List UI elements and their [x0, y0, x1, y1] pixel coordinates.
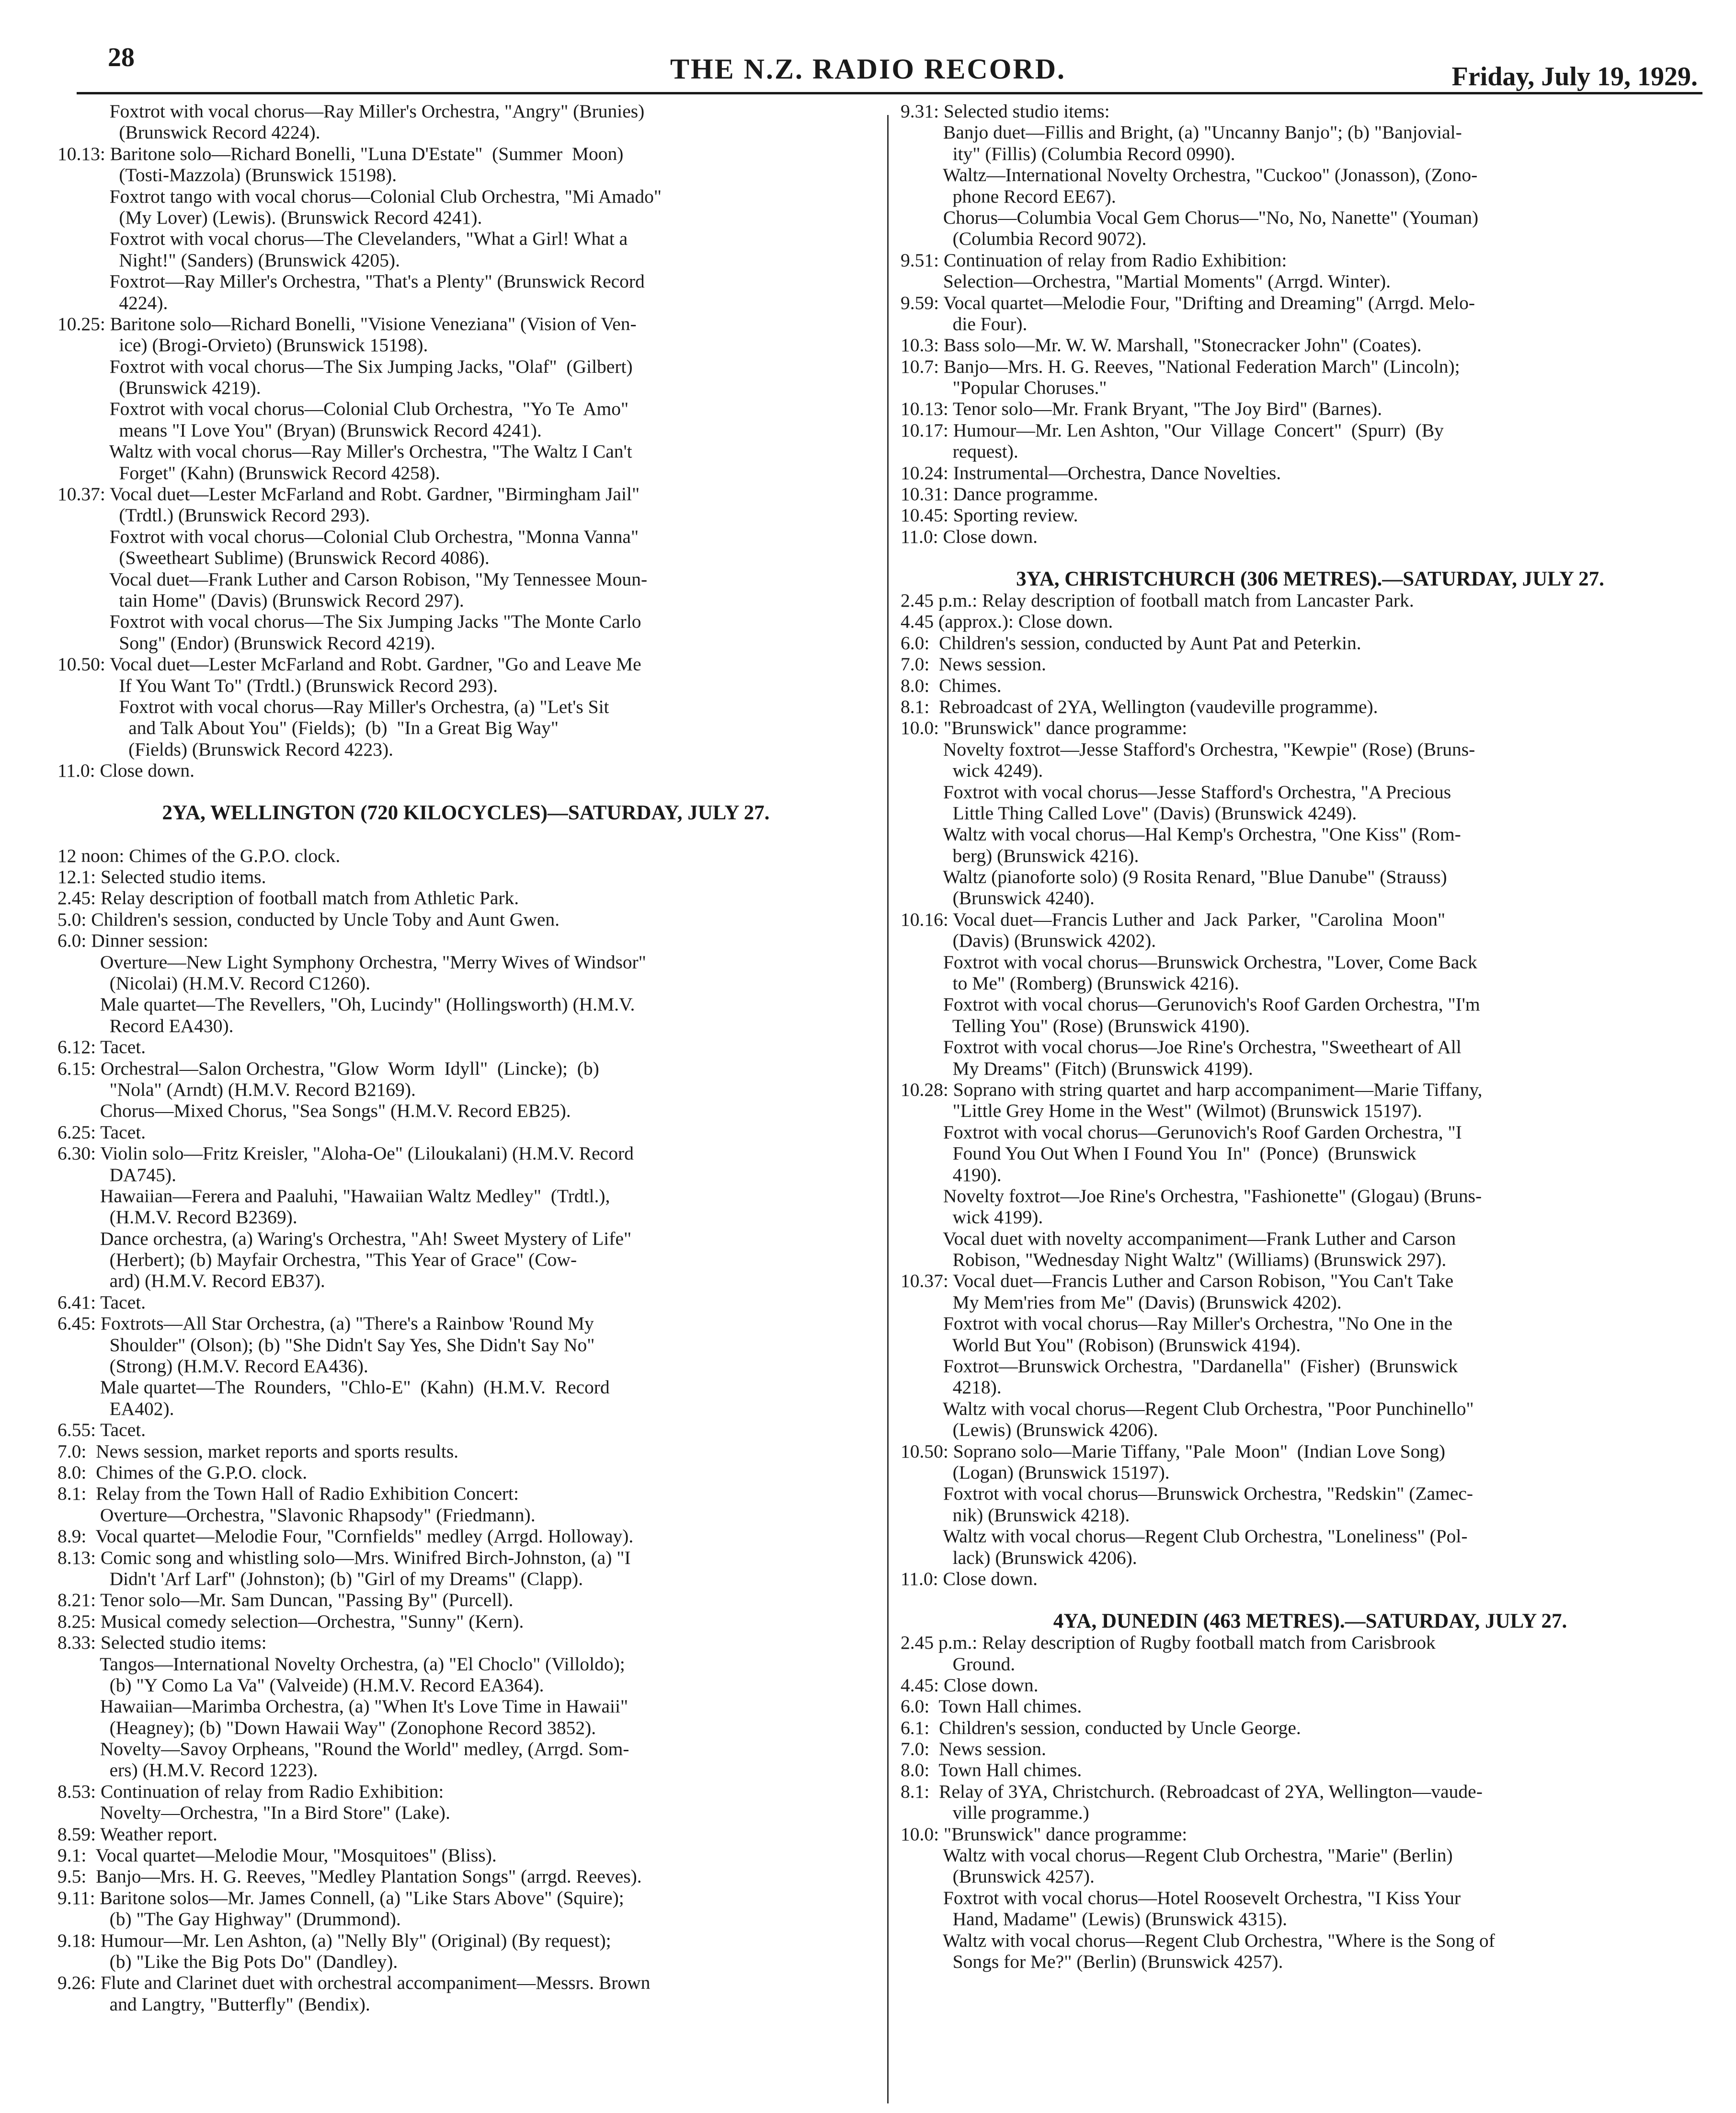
programme-line: lack) (Brunswick 4206). [901, 1547, 1137, 1568]
programme-line: 6.0: Town Hall chimes. [901, 1696, 1082, 1717]
programme-line: Foxtrot with vocal chorus—The Six Jumping Jacks, "Olaf" (Gilbert) [57, 356, 633, 377]
station-heading: 3YA, CHRISTCHURCH (306 METRES).—SATURDAY, JULY 27. [1016, 567, 1604, 590]
programme-line: (Strong) (H.M.V. Record EA436). [57, 1355, 368, 1377]
column-divider [887, 115, 889, 2103]
programme-line: Foxtrot with vocal chorus—Hotel Roosevelt Orchestra, "I Kiss Your [901, 1887, 1461, 1908]
programme-line: (b) "Y Como La Va" (Valveide) (H.M.V. Record EA364). [57, 1674, 544, 1696]
programme-line: Waltz—International Novelty Orchestra, "Cuckoo" (Jonasson), (Zono- [901, 164, 1478, 186]
programme-line: 4218). [901, 1377, 1002, 1398]
programme-line: Didn't 'Arf Larf" (Johnston); (b) "Girl of my Dreams" (Clapp). [57, 1568, 583, 1589]
programme-line: 8.13: Comic song and whistling solo—Mrs. Winifred Birch-Johnston, (a) "I [57, 1547, 631, 1568]
programme-line: Novelty—Orchestra, "In a Bird Store" (Lake). [57, 1802, 450, 1824]
programme-line: Dance orchestra, (a) Waring's Orchestra, "Ah! Sweet Mystery of Life" [57, 1228, 632, 1249]
programme-line: Waltz (pianoforte solo) (9 Rosita Renard, "Blue Danube" (Strauss) [901, 866, 1447, 888]
programme-line: Foxtrot with vocal chorus—Gerunovich's Roof Garden Orchestra, "I [901, 1121, 1462, 1143]
programme-line: Vocal duet with novelty accompaniment—Frank Luther and Carson [901, 1228, 1456, 1249]
programme-line: and Langtry, "Butterfly" (Bendix). [57, 1993, 370, 2015]
programme-line: 6.25: Tacet. [57, 1121, 146, 1143]
programme-line: Foxtrot—Ray Miller's Orchestra, "That's a Plenty" (Brunswick Record [57, 271, 645, 292]
left-column [57, 101, 874, 2015]
programme-line: Waltz with vocal chorus—Regent Club Orchestra, "Marie" (Berlin) [901, 1845, 1453, 1866]
programme-line: "Little Grey Home in the West" (Wilmot) (Brunswick 15197). [901, 1100, 1422, 1122]
programme-line: Foxtrot with vocal chorus—Colonial Club Orchestra, "Yo Te Amo" [57, 398, 629, 420]
programme-line: Foxtrot tango with vocal chorus—Colonial Club Orchestra, "Mi Amado" [57, 185, 662, 207]
programme-line: Novelty foxtrot—Joe Rine's Orchestra, "Fashionette" (Glogau) (Bruns- [901, 1185, 1482, 1206]
programme-line: (Columbia Record 9072). [901, 228, 1147, 250]
programme-line: 10.17: Humour—Mr. Len Ashton, "Our Village Concert" (Spurr) (By [901, 419, 1444, 441]
programme-line: Chorus—Columbia Vocal Gem Chorus—"No, No, Nanette" (Youman) [901, 207, 1479, 228]
spacer [901, 547, 1720, 568]
programme-line: 10.25: Baritone solo—Richard Bonelli, "Visione Veneziana" (Vision of Ven- [57, 313, 637, 334]
programme-line: (Brunswick 4219). [57, 377, 261, 399]
programme-line: 9.31: Selected studio items: [901, 101, 1110, 122]
programme-line: 6.55: Tacet. [57, 1419, 146, 1441]
programme-line: 2.45 p.m.: Relay description of Rugby football match from Carisbrook [901, 1632, 1436, 1654]
programme-line: (b) "Like the Big Pots Do" (Dandley). [57, 1951, 398, 1972]
programme-line: Hawaiian—Ferera and Paaluhi, "Hawaiian Waltz Medley" (Trdtl.), [57, 1185, 610, 1206]
programme-line: 7.0: News session. [901, 654, 1046, 675]
programme-line: 8.33: Selected studio items: [57, 1632, 267, 1654]
programme-line: Songs for Me?" (Berlin) (Brunswick 4257). [901, 1951, 1283, 1972]
programme-line: (b) "The Gay Highway" (Drummond). [57, 1908, 401, 1930]
programme-line: 9.51: Continuation of relay from Radio Exhibition: [901, 249, 1287, 271]
programme-line: 11.0: Close down. [57, 760, 195, 781]
publication-title: THE N.Z. RADIO RECORD. [670, 53, 1066, 85]
programme-line: 8.21: Tenor solo—Mr. Sam Duncan, "Passing By" (Purcell). [57, 1589, 514, 1611]
programme-line: 8.0: Chimes of the G.P.O. clock. [57, 1462, 308, 1483]
programme-line: ity" (Fillis) (Columbia Record 0990). [901, 143, 1235, 164]
programme-line: 8.1: Rebroadcast of 2YA, Wellington (vaudeville programme). [901, 696, 1378, 717]
programme-line: 6.0: Children's session, conducted by Aunt Pat and Peterkin. [901, 632, 1361, 654]
programme-line: 5.0: Children's session, conducted by Uncle Toby and Aunt Gwen. [57, 908, 560, 930]
programme-line: and Talk About You" (Fields); (b) "In a Great Big Way" [57, 717, 559, 739]
programme-line: 12.1: Selected studio items. [57, 866, 266, 888]
programme-line: Ground. [901, 1653, 1016, 1675]
programme-line: (Davis) (Brunswick 4202). [901, 930, 1156, 952]
programme-line: Tangos—International Novelty Orchestra, (a) "El Choclo" (Villoldo); [57, 1653, 625, 1675]
programme-line: 6.41: Tacet. [57, 1291, 146, 1313]
masthead [0, 0, 1736, 96]
programme-line: phone Record EE67). [901, 185, 1116, 207]
programme-line: Foxtrot with vocal chorus—Brunswick Orchestra, "Redskin" (Zamec- [901, 1483, 1473, 1504]
programme-line: (Logan) (Brunswick 15197). [901, 1462, 1170, 1483]
programme-line: (Fields) (Brunswick Record 4223). [57, 738, 394, 760]
programme-line: 10.50: Soprano solo—Marie Tiffany, "Pale Moon" (Indian Love Song) [901, 1440, 1446, 1462]
programme-line: 4.45: Close down. [901, 1674, 1039, 1696]
programme-line: Novelty foxtrot—Jesse Stafford's Orchestra, "Kewpie" (Rose) (Bruns- [901, 738, 1475, 760]
programme-line: (Brunswick 4240). [901, 887, 1095, 909]
programme-line: Waltz with vocal chorus—Hal Kemp's Orchestra, "One Kiss" (Rom- [901, 824, 1461, 845]
programme-line: Foxtrot with vocal chorus—Colonial Club Orchestra, "Monna Vanna" [57, 526, 639, 547]
programme-line: 10.13: Baritone solo—Richard Bonelli, "Luna D'Estate" (Summer Moon) [57, 143, 624, 164]
programme-line: Foxtrot with vocal chorus—Ray Miller's Orchestra, "Angry" (Brunies) [57, 101, 645, 122]
programme-line: Robison, "Wednesday Night Waltz" (Williams) (Brunswick 297). [901, 1249, 1447, 1271]
programme-line: to Me" (Romberg) (Brunswick 4216). [901, 973, 1239, 994]
masthead-rule [77, 92, 1702, 94]
programme-line: 10.7: Banjo—Mrs. H. G. Reeves, "National Federation March" (Lincoln); [901, 356, 1460, 377]
programme-line: 10.3: Bass solo—Mr. W. W. Marshall, "Stonecracker John" (Coates). [901, 334, 1422, 356]
programme-line: Foxtrot with vocal chorus—Joe Rine's Orchestra, "Sweetheart of All [901, 1036, 1462, 1058]
programme-line: Little Thing Called Love" (Davis) (Brunswick 4249). [901, 802, 1357, 824]
programme-line: 10.28: Soprano with string quartet and harp accompaniment—Marie Tiffany, [901, 1079, 1483, 1100]
programme-line: 2.45 p.m.: Relay description of football match from Lancaster Park. [901, 589, 1414, 611]
programme-line: 9.18: Humour—Mr. Len Ashton, (a) "Nelly Bly" (Original) (By request); [57, 1929, 611, 1951]
spacer [901, 1589, 1720, 1610]
programme-line: (Tosti-Mazzola) (Brunswick 15198). [57, 164, 397, 186]
page-number: 28 [108, 43, 135, 72]
programme-line: (Nicolai) (H.M.V. Record C1260). [57, 973, 371, 994]
programme-line: Record EA430). [57, 1015, 234, 1036]
programme-line: Novelty—Savoy Orpheans, "Round the World" medley, (Arrgd. Som- [57, 1738, 629, 1760]
programme-line: 10.45: Sporting review. [901, 505, 1078, 526]
programme-line: 8.0: Town Hall chimes. [901, 1759, 1082, 1781]
spacer [57, 824, 874, 845]
programme-line: (Heagney); (b) "Down Hawaii Way" (Zonophone Record 3852). [57, 1717, 596, 1738]
station-heading: 2YA, WELLINGTON (720 KILOCYCLES)—SATURDAY, JULY 27. [162, 801, 770, 824]
programme-line: Vocal duet—Frank Luther and Carson Robison, "My Tennessee Moun- [57, 568, 648, 590]
programme-line: (My Lover) (Lewis). (Brunswick Record 4241). [57, 207, 482, 228]
programme-line: 9.26: Flute and Clarinet duet with orchestral accompaniment—Messrs. Brown [57, 1972, 651, 1994]
programme-line: 10.37: Vocal duet—Lester McFarland and Robt. Gardner, "Birmingham Jail" [57, 483, 640, 505]
programme-line: 6.45: Foxtrots—All Star Orchestra, (a) "There's a Rainbow 'Round My [57, 1313, 594, 1334]
programme-line: (Herbert); (b) Mayfair Orchestra, "This Year of Grace" (Cow- [57, 1249, 577, 1271]
programme-line: 8.25: Musical comedy selection—Orchestra, "Sunny" (Kern). [57, 1610, 524, 1632]
programme-line: Telling You" (Rose) (Brunswick 4190). [901, 1015, 1250, 1036]
programme-line: (Sweetheart Sublime) (Brunswick Record 4086). [57, 547, 490, 569]
programme-line: 12 noon: Chimes of the G.P.O. clock. [57, 845, 341, 866]
programme-line: Foxtrot with vocal chorus—Brunswick Orchestra, "Lover, Come Back [901, 951, 1477, 973]
programme-line: Foxtrot with vocal chorus—Ray Miller's Orchestra, (a) "Let's Sit [57, 696, 609, 717]
programme-line: 6.12: Tacet. [57, 1036, 146, 1058]
programme-line: Song" (Endor) (Brunswick Record 4219). [57, 632, 435, 654]
station-heading: 4YA, DUNEDIN (463 METRES).—SATURDAY, JULY 27. [1053, 1609, 1567, 1632]
programme-line: Waltz with vocal chorus—Ray Miller's Orchestra, "The Waltz I Can't [57, 441, 632, 462]
programme-line: request). [901, 441, 1018, 462]
programme-line: 4190). [901, 1164, 1002, 1185]
programme-line: My Dreams" (Fitch) (Brunswick 4199). [901, 1057, 1253, 1079]
programme-line: 10.31: Dance programme. [901, 483, 1098, 505]
programme-line: 2.45: Relay description of football match from Athletic Park. [57, 887, 519, 909]
programme-line: Foxtrot—Brunswick Orchestra, "Dardanella" (Fisher) (Brunswick [901, 1355, 1458, 1377]
programme-line: 8.53: Continuation of relay from Radio Exhibition: [57, 1780, 444, 1802]
programme-line: 10.13: Tenor solo—Mr. Frank Bryant, "The Joy Bird" (Barnes). [901, 398, 1382, 420]
programme-line: 4.45 (approx.): Close down. [901, 611, 1113, 632]
programme-line: wick 4249). [901, 760, 1043, 781]
programme-line: (Lewis) (Brunswick 4206). [901, 1419, 1158, 1441]
programme-line: 10.24: Instrumental—Orchestra, Dance Novelties. [901, 462, 1281, 483]
programme-line: 8.0: Chimes. [901, 675, 1002, 696]
programme-line: Overture—Orchestra, "Slavonic Rhapsody" (Friedmann). [57, 1504, 536, 1526]
programme-line: EA402). [57, 1398, 174, 1419]
programme-line: "Nola" (Arndt) (H.M.V. Record B2169). [57, 1079, 416, 1100]
programme-line: Forget" (Kahn) (Brunswick Record 4258). [57, 462, 440, 483]
programme-line: Waltz with vocal chorus—Regent Club Orchestra, "Poor Punchinello" [901, 1398, 1474, 1419]
programme-line: (H.M.V. Record B2369). [57, 1206, 297, 1228]
programme-line: 9.1: Vocal quartet—Melodie Mour, "Mosquitoes" (Bliss). [57, 1845, 497, 1866]
issue-date: Friday, July 19, 1929. [1451, 62, 1698, 92]
programme-line: 9.11: Baritone solos—Mr. James Connell, (a) "Like Stars Above" (Squire); [57, 1887, 624, 1908]
programme-line: Banjo duet—Fillis and Bright, (a) "Uncanny Banjo"; (b) "Banjovial- [901, 122, 1462, 143]
programme-line: World But You" (Robison) (Brunswick 4194). [901, 1334, 1301, 1355]
programme-line: Foxtrot with vocal chorus—The Six Jumping Jacks "The Monte Carlo [57, 611, 641, 632]
programme-line: If You Want To" (Trdtl.) (Brunswick Record 293). [57, 675, 498, 696]
programme-line: Hawaiian—Marimba Orchestra, (a) "When It's Love Time in Hawaii" [57, 1696, 628, 1717]
programme-line: ice) (Brogi-Orvieto) (Brunswick 15198). [57, 334, 428, 356]
programme-line: Night!" (Sanders) (Brunswick 4205). [57, 249, 400, 271]
programme-line: 7.0: News session, market reports and sports results. [57, 1440, 459, 1462]
programme-line: Hand, Madame" (Lewis) (Brunswick 4315). [901, 1908, 1288, 1930]
programme-line: Chorus—Mixed Chorus, "Sea Songs" (H.M.V. Record EB25). [57, 1100, 571, 1122]
programme-line: DA745). [57, 1164, 176, 1185]
programme-line: 10.50: Vocal duet—Lester McFarland and Robt. Gardner, "Go and Leave Me [57, 654, 641, 675]
programme-line: 10.37: Vocal duet—Francis Luther and Carson Robison, "You Can't Take [901, 1270, 1454, 1292]
programme-line: wick 4199). [901, 1206, 1043, 1228]
programme-line: 8.1: Relay of 3YA, Christchurch. (Rebroadcast of 2YA, Wellington—vaude- [901, 1780, 1483, 1802]
programme-line: 10.0: "Brunswick" dance programme: [901, 1823, 1188, 1845]
programme-line: 9.5: Banjo—Mrs. H. G. Reeves, "Medley Plantation Songs" (arrgd. Reeves). [57, 1866, 642, 1887]
programme-line: "Popular Choruses." [901, 377, 1107, 399]
programme-line: Selection—Orchestra, "Martial Moments" (Arrgd. Winter). [901, 271, 1391, 292]
programme-line: 8.1: Relay from the Town Hall of Radio Exhibition Concert: [57, 1483, 519, 1504]
programme-line: Foxtrot with vocal chorus—Jesse Stafford's Orchestra, "A Precious [901, 781, 1451, 803]
programme-line: 6.30: Violin solo—Fritz Kreisler, "Aloha-Oe" (Liloukalani) (H.M.V. Record [57, 1143, 634, 1164]
programme-line: nik) (Brunswick 4218). [901, 1504, 1130, 1526]
programme-line: (Brunswick 4257). [901, 1866, 1095, 1887]
programme-line: berg) (Brunswick 4216). [901, 845, 1139, 866]
spacer [57, 781, 874, 803]
programme-line: Shoulder" (Olson); (b) "She Didn't Say Yes, She Didn't Say No" [57, 1334, 595, 1355]
programme-line: ers) (H.M.V. Record 1223). [57, 1759, 318, 1781]
programme-line: means "I Love You" (Bryan) (Brunswick Record 4241). [57, 419, 542, 441]
programme-line: ard) (H.M.V. Record EB37). [57, 1270, 325, 1292]
programme-line: Waltz with vocal chorus—Regent Club Orchestra, "Loneliness" (Pol- [901, 1526, 1468, 1547]
programme-line: Male quartet—The Revellers, "Oh, Lucindy" (Hollingsworth) (H.M.V. [57, 994, 635, 1015]
programme-line: (Trdtl.) (Brunswick Record 293). [57, 505, 370, 526]
programme-line: Waltz with vocal chorus—Regent Club Orchestra, "Where is the Song of [901, 1929, 1495, 1951]
programme-line: Foxtrot with vocal chorus—The Clevelanders, "What a Girl! What a [57, 228, 628, 250]
programme-line: (Brunswick Record 4224). [57, 122, 320, 143]
programme-line: My Mem'ries from Me" (Davis) (Brunswick 4202). [901, 1291, 1342, 1313]
programme-line: 11.0: Close down. [901, 1568, 1038, 1589]
programme-line: 10.0: "Brunswick" dance programme: [901, 717, 1188, 739]
programme-line: Overture—New Light Symphony Orchestra, "Merry Wives of Windsor" [57, 951, 646, 973]
programme-line: 6.1: Children's session, conducted by Uncle George. [901, 1717, 1301, 1738]
programme-line: 10.16: Vocal duet—Francis Luther and Jack Parker, "Carolina Moon" [901, 908, 1446, 930]
programme-line: 9.59: Vocal quartet—Melodie Four, "Drifting and Dreaming" (Arrgd. Melo- [901, 292, 1475, 313]
programme-line: tain Home" (Davis) (Brunswick Record 297). [57, 589, 464, 611]
programme-line: 7.0: News session. [901, 1738, 1046, 1760]
programme-line: 6.0: Dinner session: [57, 930, 208, 952]
programme-line: die Four). [901, 313, 1028, 334]
programme-line: Found You Out When I Found You In" (Ponce) (Brunswick [901, 1143, 1416, 1164]
programme-line: 8.9: Vocal quartet—Melodie Four, "Cornfields" medley (Arrgd. Holloway). [57, 1526, 634, 1547]
programme-line: Male quartet—The Rounders, "Chlo-E" (Kahn) (H.M.V. Record [57, 1377, 610, 1398]
programme-line: 8.59: Weather report. [57, 1823, 217, 1845]
programme-line: ville programme.) [901, 1802, 1089, 1824]
programme-line: 4224). [57, 292, 168, 313]
programme-line: 11.0: Close down. [901, 526, 1038, 547]
programme-line: 6.15: Orchestral—Salon Orchestra, "Glow Worm Idyll" (Lincke); (b) [57, 1057, 599, 1079]
programme-line: Foxtrot with vocal chorus—Gerunovich's Roof Garden Orchestra, "I'm [901, 994, 1480, 1015]
programme-line: Foxtrot with vocal chorus—Ray Miller's Orchestra, "No One in the [901, 1313, 1453, 1334]
right-column [901, 101, 1720, 1972]
